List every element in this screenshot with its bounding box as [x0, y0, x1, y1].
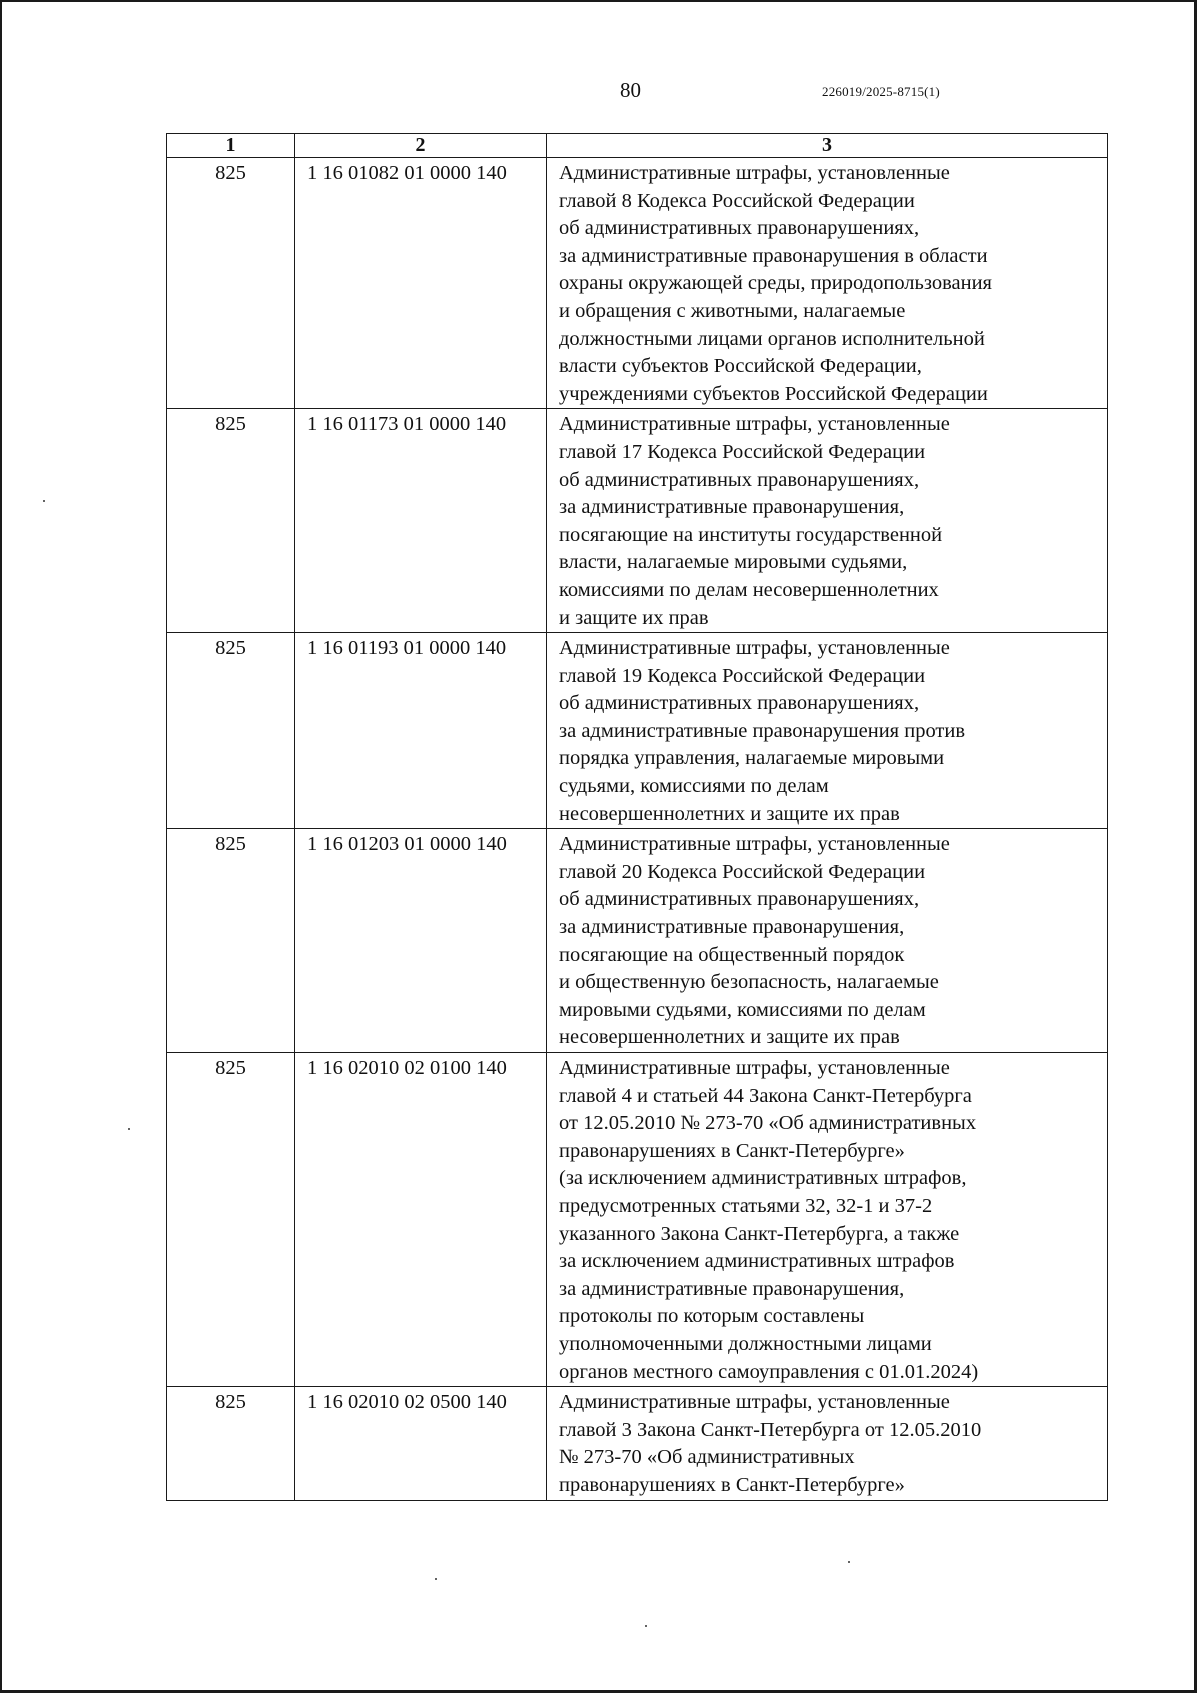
table-row [167, 158, 1108, 409]
description-line: мировыми судьями, комиссиями по делам [559, 998, 926, 1021]
description-line: (за исключением административных штрафов, [559, 1167, 967, 1190]
description-cell [547, 829, 1108, 1053]
description-line: и обращения с животными, налагаемые [559, 299, 906, 322]
description-line: охраны окружающей среды, природопользования [559, 272, 992, 295]
budget-code-cell: 1 16 01173 01 0000 140 [295, 409, 547, 633]
description-line: об административных правонарушениях, [559, 692, 920, 715]
budget-code-cell: 1 16 01193 01 0000 140 [295, 633, 547, 829]
description-line: правонарушениях в Санкт-Петербурге» [559, 1139, 905, 1162]
description-line: и защите их прав [559, 606, 709, 629]
description-line: Административные штрафы, установленные [559, 1057, 950, 1079]
description-line: власти, налагаемые мировыми судьями, [559, 551, 908, 574]
admin-code-cell: 825 [167, 1387, 295, 1500]
description-cell [547, 633, 1108, 829]
description-line: за административные правонарушения против [559, 719, 966, 742]
admin-code-cell: 825 [167, 829, 295, 1053]
description-line: главой 8 Кодекса Российской Федерации [559, 189, 915, 212]
description-cell [547, 409, 1108, 633]
description-line: уполномоченными должностными лицами [559, 1332, 932, 1355]
description-cell [547, 158, 1108, 409]
description-line: Административные штрафы, установленные [559, 162, 950, 184]
description-line: несовершеннолетних и защите их прав [559, 1026, 900, 1049]
description-cell [547, 1053, 1108, 1387]
description-line: предусмотренных статьями 32, 32-1 и 37-2 [559, 1194, 933, 1217]
description-line: главой 17 Кодекса Российской Федерации [559, 440, 926, 463]
description-line: указанного Закона Санкт-Петербурга, а также [559, 1222, 960, 1245]
admin-code-cell: 825 [167, 633, 295, 829]
column-header-code: 2 [295, 134, 547, 158]
description-line: должностными лицами органов исполнительной [559, 327, 985, 350]
fines-table [166, 133, 1108, 1501]
scan-speck [128, 1128, 130, 1130]
table-row [167, 409, 1108, 633]
budget-code-cell: 1 16 01082 01 0000 140 [295, 158, 547, 409]
column-header-admin: 1 [167, 134, 295, 158]
description-line: Административные штрафы, установленные [559, 1391, 950, 1414]
admin-code-cell: 825 [167, 1053, 295, 1387]
budget-code-cell: 1 16 02010 02 0100 140 [295, 1053, 547, 1387]
description-line: об административных правонарушениях, [559, 217, 920, 240]
description-line: № 273-70 «Об административных [559, 1446, 855, 1469]
description-line: порядка управления, налагаемые мировыми [559, 747, 945, 770]
description-line: посягающие на институты государственной [559, 523, 943, 546]
description-line: за административные правонарушения, [559, 1277, 905, 1300]
table-row [167, 633, 1108, 829]
description-line: Административные штрафы, установленные [559, 637, 950, 660]
table-header-row [167, 134, 1108, 158]
description-line: несовершеннолетних и защите их прав [559, 802, 900, 825]
admin-code-cell: 825 [167, 158, 295, 409]
description-line: правонарушениях в Санкт-Петербурге» [559, 1473, 905, 1496]
description-line: об административных правонарушениях, [559, 468, 920, 491]
column-header-description: 3 [547, 134, 1108, 158]
description-line: за административные правонарушения, [559, 496, 905, 519]
description-cell [547, 1387, 1108, 1500]
description-line: судьями, комиссиями по делам [559, 775, 829, 798]
description-line: от 12.05.2010 № 273-70 «Об административных [559, 1112, 977, 1135]
description-line: комиссиями по делам несовершеннолетних [559, 578, 939, 601]
scan-speck [645, 1625, 647, 1627]
budget-code-cell: 1 16 01203 01 0000 140 [295, 829, 547, 1053]
scan-speck [43, 500, 45, 502]
table-body [167, 158, 1108, 1501]
description-line: главой 3 Закона Санкт-Петербурга от 12.05.2010 [559, 1418, 982, 1441]
description-line: за исключением административных штрафов [559, 1250, 955, 1273]
scan-speck [435, 1578, 437, 1580]
description-line: главой 19 Кодекса Российской Федерации [559, 664, 926, 687]
admin-code-cell: 825 [167, 409, 295, 633]
page-number: 80 [620, 78, 641, 102]
description-line: Административные штрафы, установленные [559, 413, 950, 436]
scan-speck [848, 1561, 850, 1563]
budget-code-cell: 1 16 02010 02 0500 140 [295, 1387, 547, 1500]
table-row [167, 1387, 1108, 1500]
description-line: главой 4 и статьей 44 Закона Санкт-Петербурга [559, 1084, 972, 1107]
description-line: посягающие на общественный порядок [559, 943, 905, 966]
description-line: органов местного самоуправления с 01.01.2024) [559, 1360, 979, 1383]
description-line: за административные правонарушения, [559, 916, 905, 939]
description-line: Административные штрафы, установленные [559, 833, 950, 856]
description-line: за административные правонарушения в области [559, 244, 988, 267]
description-line: и общественную безопасность, налагаемые [559, 971, 939, 994]
description-line: главой 20 Кодекса Российской Федерации [559, 860, 926, 883]
description-line: об административных правонарушениях, [559, 888, 920, 911]
document-id: 226019/2025-8715(1) [822, 84, 940, 99]
description-line: власти субъектов Российской Федерации, [559, 355, 922, 378]
description-line: учреждениями субъектов Российской Федерации [559, 382, 988, 405]
table-row [167, 1053, 1108, 1387]
table-row [167, 829, 1108, 1053]
description-line: протоколы по которым составлены [559, 1305, 865, 1328]
